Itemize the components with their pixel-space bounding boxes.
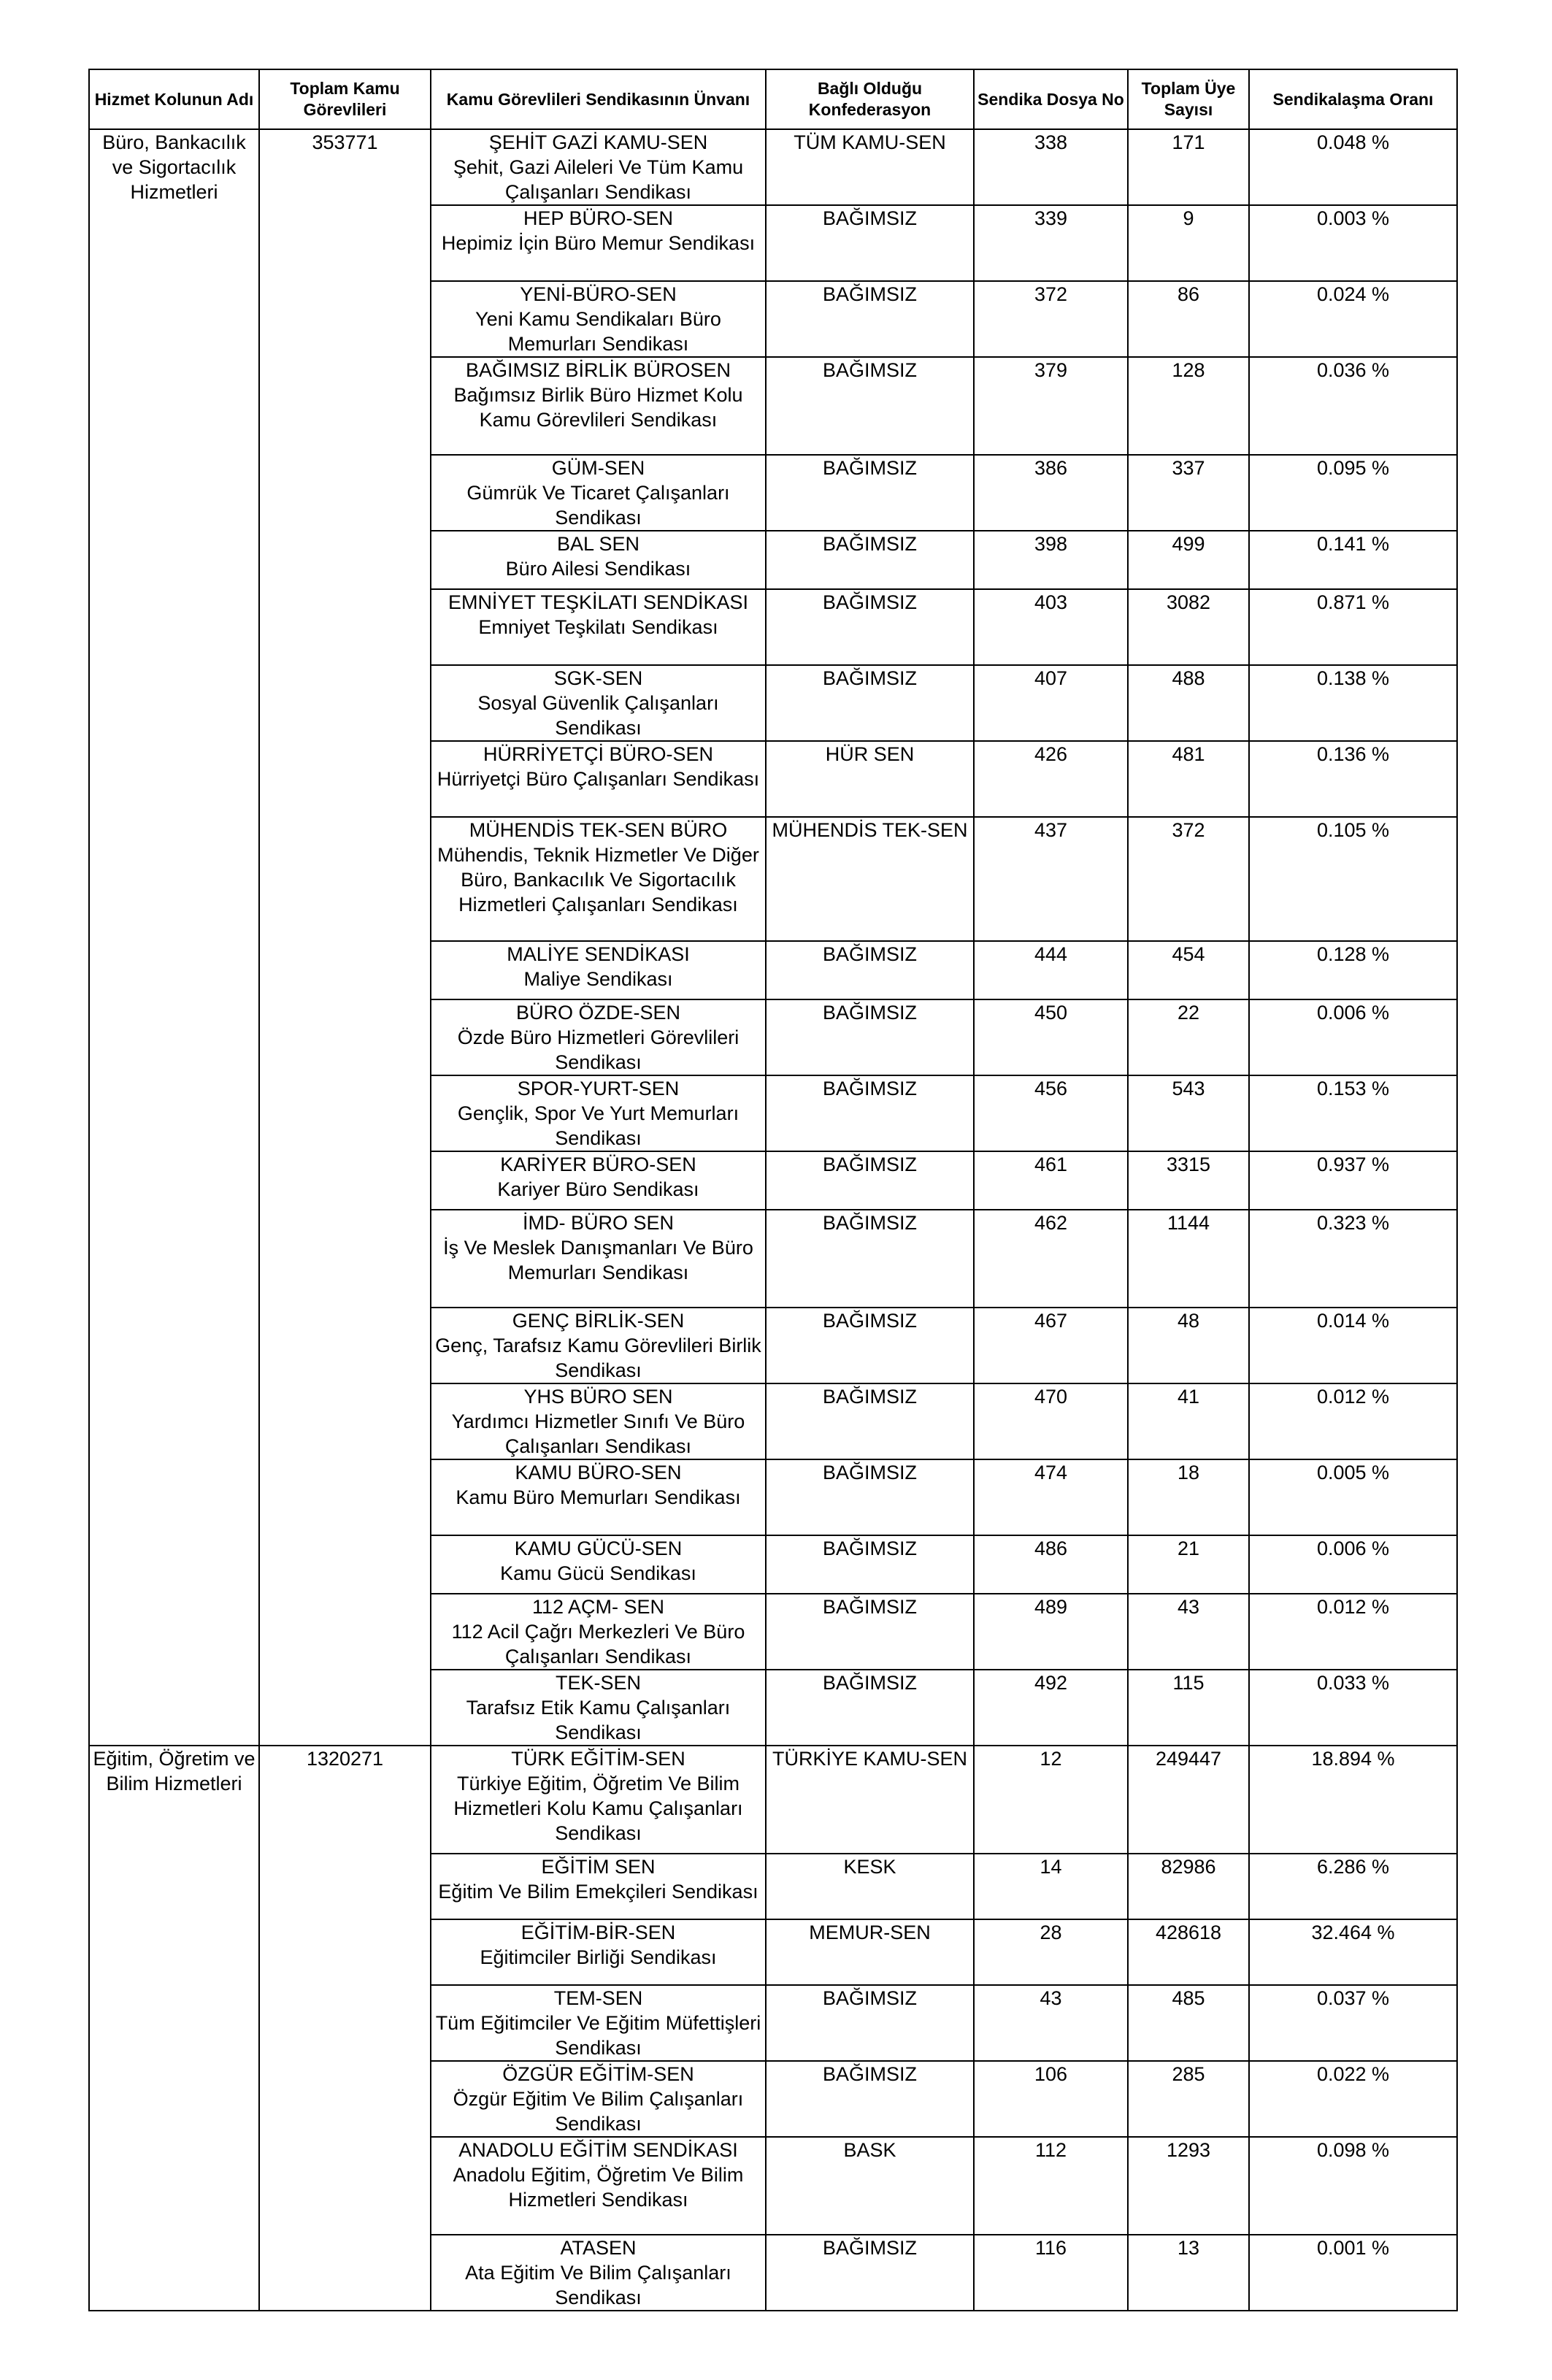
union-title-cell [431,1854,766,1919]
union-title-cell [431,2235,766,2311]
unionization-rate-cell: 0.024 % [1249,281,1457,357]
table-row [89,129,1457,205]
union-code: KAMU GÜCÜ-SEN [514,1538,683,1559]
union-title-cell [431,1985,766,2061]
member-count-cell: 481 [1128,741,1249,817]
union-statistics-table [88,69,1458,2311]
member-count-cell: 115 [1128,1670,1249,1746]
unionization-rate-cell: 0.036 % [1249,357,1457,455]
confederation-cell: BAĞIMSIZ [766,1535,974,1594]
file-no-cell: 338 [974,129,1128,205]
union-title-cell [431,357,766,455]
file-no-cell: 486 [974,1535,1128,1594]
confederation-cell: BAĞIMSIZ [766,1670,974,1746]
confederation-cell: TÜRKİYE KAMU-SEN [766,1746,974,1854]
unionization-rate-cell: 6.286 % [1249,1854,1457,1919]
confederation-cell: BAĞIMSIZ [766,2061,974,2137]
confederation-cell: BASK [766,2137,974,2235]
file-no-cell: 106 [974,2061,1128,2137]
union-title-cell [431,1075,766,1151]
unionization-rate-cell: 0.871 % [1249,589,1457,665]
file-no-cell: 403 [974,589,1128,665]
confederation-cell: MÜHENDİS TEK-SEN [766,817,974,941]
unionization-rate-cell: 0.014 % [1249,1308,1457,1383]
union-full-name: Hürriyetçi Büro Çalışanları Sendikası [437,768,760,790]
union-full-name: Gümrük Ve Ticaret Çalışanları Sendikası [466,482,730,529]
member-count-cell: 454 [1128,941,1249,999]
member-count-cell: 82986 [1128,1854,1249,1919]
unionization-rate-cell: 0.048 % [1249,129,1457,205]
union-code: KAMU BÜRO-SEN [515,1462,682,1483]
union-code: KARİYER BÜRO-SEN [500,1153,696,1175]
confederation-cell: BAĞIMSIZ [766,941,974,999]
unionization-rate-cell: 0.012 % [1249,1383,1457,1459]
file-no-cell: 462 [974,1210,1128,1308]
member-count-cell: 285 [1128,2061,1249,2137]
sector-name-cell: Büro, Bankacılık ve Sigortacılık Hizmetleri [89,129,259,1746]
union-code: SPOR-YURT-SEN [517,1078,680,1099]
member-count-cell: 337 [1128,455,1249,531]
union-full-name: Eğitim Ve Bilim Emekçileri Sendikası [438,1881,758,1903]
file-no-cell: 461 [974,1151,1128,1210]
union-title-cell [431,1746,766,1854]
union-title-cell [431,1535,766,1594]
member-count-cell: 499 [1128,531,1249,589]
union-code: İMD- BÜRO SEN [522,1212,674,1234]
file-no-cell: 339 [974,205,1128,281]
confederation-cell: BAĞIMSIZ [766,1459,974,1535]
union-code: EĞİTİM SEN [541,1856,656,1878]
member-count-cell: 543 [1128,1075,1249,1151]
file-no-cell: 437 [974,817,1128,941]
unionization-rate-cell: 0.141 % [1249,531,1457,589]
union-code: BAL SEN [556,533,640,555]
unionization-rate-cell: 32.464 % [1249,1919,1457,1985]
union-code: ANADOLU EĞİTİM SENDİKASI [458,2139,738,2161]
unionization-rate-cell: 0.033 % [1249,1670,1457,1746]
union-full-name: 112 Acil Çağrı Merkezleri Ve Büro Çalışanları Sendikası [451,1621,745,1667]
total-employees-cell: 1320271 [259,1746,431,2311]
confederation-cell: BAĞIMSIZ [766,589,974,665]
union-code: YENİ-BÜRO-SEN [520,283,677,305]
file-no-cell: 12 [974,1746,1128,1854]
union-title-cell [431,1459,766,1535]
member-count-cell: 41 [1128,1383,1249,1459]
union-code: GENÇ BİRLİK-SEN [512,1310,685,1332]
unionization-rate-cell: 0.006 % [1249,999,1457,1075]
union-code: YHS BÜRO SEN [523,1386,673,1408]
table-body [89,129,1457,2311]
unionization-rate-cell: 0.153 % [1249,1075,1457,1151]
file-no-cell: 379 [974,357,1128,455]
confederation-cell: KESK [766,1854,974,1919]
union-full-name: Emniyet Teşkilatı Sendikası [478,616,718,638]
union-title-cell [431,129,766,205]
member-count-cell: 21 [1128,1535,1249,1594]
header-member-count: Toplam Üye Sayısı [1128,69,1249,129]
file-no-cell: 489 [974,1594,1128,1670]
confederation-cell: TÜM KAMU-SEN [766,129,974,205]
file-no-cell: 426 [974,741,1128,817]
member-count-cell: 3082 [1128,589,1249,665]
table-row [89,1746,1457,1854]
union-title-cell [431,531,766,589]
file-no-cell: 450 [974,999,1128,1075]
union-full-name: Mühendis, Teknik Hizmetler Ve Diğer Büro, Bankacılık Ve Sigortacılık Hizmetleri Çalışanları Sendikası [437,844,759,915]
union-title-cell [431,999,766,1075]
member-count-cell: 488 [1128,665,1249,741]
unionization-rate-cell: 0.003 % [1249,205,1457,281]
member-count-cell: 13 [1128,2235,1249,2311]
union-full-name: Yeni Kamu Sendikaları Büro Memurları Sendikası [475,308,721,355]
union-code: SGK-SEN [553,667,643,689]
file-no-cell: 474 [974,1459,1128,1535]
union-code: TÜRK EĞİTİM-SEN [511,1748,685,1770]
file-no-cell: 43 [974,1985,1128,2061]
member-count-cell: 9 [1128,205,1249,281]
union-code: HEP BÜRO-SEN [523,207,674,229]
union-code: EĞİTİM-BİR-SEN [520,1922,676,1943]
confederation-cell: BAĞIMSIZ [766,1985,974,2061]
union-code: ÖZGÜR EĞİTİM-SEN [502,2063,694,2085]
union-full-name: Türkiye Eğitim, Öğretim Ve Bilim Hizmetleri Kolu Kamu Çalışanları Sendikası [453,1773,743,1844]
member-count-cell: 18 [1128,1459,1249,1535]
file-no-cell: 386 [974,455,1128,531]
union-code: BAĞIMSIZ BİRLİK BÜROSEN [465,359,731,381]
union-full-name: Yardımcı Hizmetler Sınıfı Ve Büro Çalışanları Sendikası [451,1410,745,1457]
file-no-cell: 372 [974,281,1128,357]
union-title-cell [431,741,766,817]
union-title-cell [431,1383,766,1459]
union-title-cell [431,2061,766,2137]
confederation-cell: BAĞIMSIZ [766,1594,974,1670]
union-code: EMNİYET TEŞKİLATI SENDİKASI [447,591,749,613]
union-full-name: İş Ve Meslek Danışmanları Ve Büro Memurları Sendikası [443,1237,753,1283]
union-full-name: Şehit, Gazi Aileleri Ve Tüm Kamu Çalışanları Sendikası [453,156,744,203]
union-full-name: Özde Büro Hizmetleri Görevlileri Sendikası [457,1026,739,1073]
union-title-cell [431,1919,766,1985]
union-code: TEM-SEN [553,1987,643,2009]
union-title-cell [431,281,766,357]
confederation-cell: BAĞIMSIZ [766,281,974,357]
union-full-name: Sosyal Güvenlik Çalışanları Sendikası [477,692,719,739]
union-code: GÜM-SEN [551,457,645,479]
union-full-name: Hepimiz İçin Büro Memur Sendikası [441,232,756,254]
header-union-title: Kamu Görevlileri Sendikasının Ünvanı [431,69,766,129]
union-title-cell [431,1210,766,1308]
unionization-rate-cell: 0.098 % [1249,2137,1457,2235]
union-title-cell [431,665,766,741]
confederation-cell: BAĞIMSIZ [766,665,974,741]
sector-name-cell: Eğitim, Öğretim ve Bilim Hizmetleri [89,1746,259,2311]
member-count-cell: 249447 [1128,1746,1249,1854]
union-code: BÜRO ÖZDE-SEN [515,1002,681,1024]
union-title-cell [431,455,766,531]
unionization-rate-cell: 0.095 % [1249,455,1457,531]
file-no-cell: 444 [974,941,1128,999]
union-title-cell [431,817,766,941]
union-full-name: Kamu Gücü Sendikası [500,1562,696,1584]
file-no-cell: 116 [974,2235,1128,2311]
confederation-cell: BAĞIMSIZ [766,205,974,281]
union-full-name: Maliye Sendikası [523,968,673,990]
unionization-rate-cell: 0.128 % [1249,941,1457,999]
union-full-name: Kamu Büro Memurları Sendikası [456,1486,741,1508]
header-file-no: Sendika Dosya No [974,69,1128,129]
union-code: MÜHENDİS TEK-SEN BÜRO [469,819,728,841]
union-code: ATASEN [560,2237,637,2259]
confederation-cell: BAĞIMSIZ [766,1383,974,1459]
union-full-name: Eğitimciler Birliği Sendikası [480,1946,717,1968]
union-code: 112 AÇM- SEN [531,1596,665,1618]
union-full-name: Gençlik, Spor Ve Yurt Memurları Sendikası [457,1102,739,1149]
union-full-name: Bağımsız Birlik Büro Hizmet Kolu Kamu Görevlileri Sendikası [453,384,743,431]
union-title-cell [431,941,766,999]
member-count-cell: 22 [1128,999,1249,1075]
union-full-name: Tarafsız Etik Kamu Çalışanları Sendikası [466,1697,731,1743]
union-full-name: Tüm Eğitimciler Ve Eğitim Müfettişleri Sendikası [435,2012,761,2059]
file-no-cell: 398 [974,531,1128,589]
member-count-cell: 1293 [1128,2137,1249,2235]
member-count-cell: 48 [1128,1308,1249,1383]
member-count-cell: 3315 [1128,1151,1249,1210]
member-count-cell: 86 [1128,281,1249,357]
unionization-rate-cell: 0.136 % [1249,741,1457,817]
file-no-cell: 14 [974,1854,1128,1919]
confederation-cell: BAĞIMSIZ [766,1210,974,1308]
unionization-rate-cell: 0.037 % [1249,1985,1457,2061]
member-count-cell: 428618 [1128,1919,1249,1985]
confederation-cell: BAĞIMSIZ [766,1151,974,1210]
unionization-rate-cell: 0.001 % [1249,2235,1457,2311]
unionization-rate-cell: 0.005 % [1249,1459,1457,1535]
union-full-name: Ata Eğitim Ve Bilim Çalışanları Sendikası [465,2262,731,2308]
union-full-name: Genç, Tarafsız Kamu Görevlileri Birlik Sendikası [435,1335,761,1381]
unionization-rate-cell: 0.138 % [1249,665,1457,741]
member-count-cell: 128 [1128,357,1249,455]
file-no-cell: 470 [974,1383,1128,1459]
unionization-rate-cell: 0.937 % [1249,1151,1457,1210]
union-title-cell [431,205,766,281]
member-count-cell: 1144 [1128,1210,1249,1308]
header-confederation: Bağlı Olduğu Konfederasyon [766,69,974,129]
confederation-cell: BAĞIMSIZ [766,999,974,1075]
file-no-cell: 467 [974,1308,1128,1383]
member-count-cell: 171 [1128,129,1249,205]
union-full-name: Özgür Eğitim Ve Bilim Çalışanları Sendikası [453,2088,744,2135]
union-title-cell [431,589,766,665]
header-unionization-rate: Sendikalaşma Oranı [1249,69,1457,129]
member-count-cell: 372 [1128,817,1249,941]
confederation-cell: BAĞIMSIZ [766,357,974,455]
member-count-cell: 43 [1128,1594,1249,1670]
union-title-cell [431,1670,766,1746]
union-code: HÜRRİYETÇİ BÜRO-SEN [483,743,714,765]
union-code: ŞEHİT GAZİ KAMU-SEN [488,131,708,153]
unionization-rate-cell: 0.012 % [1249,1594,1457,1670]
unionization-rate-cell: 0.022 % [1249,2061,1457,2137]
union-full-name: Kariyer Büro Sendikası [497,1178,699,1200]
union-full-name: Anadolu Eğitim, Öğretim Ve Bilim Hizmetleri Sendikası [453,2164,744,2211]
union-title-cell [431,1151,766,1210]
unionization-rate-cell: 18.894 % [1249,1746,1457,1854]
union-code: TEK-SEN [555,1672,642,1694]
unionization-rate-cell: 0.323 % [1249,1210,1457,1308]
union-full-name: Büro Ailesi Sendikası [505,558,691,580]
union-title-cell [431,2137,766,2235]
confederation-cell: BAĞIMSIZ [766,455,974,531]
confederation-cell: BAĞIMSIZ [766,1308,974,1383]
file-no-cell: 492 [974,1670,1128,1746]
file-no-cell: 112 [974,2137,1128,2235]
file-no-cell: 407 [974,665,1128,741]
union-title-cell [431,1308,766,1383]
confederation-cell: BAĞIMSIZ [766,1075,974,1151]
confederation-cell: MEMUR-SEN [766,1919,974,1985]
unionization-rate-cell: 0.006 % [1249,1535,1457,1594]
header-sector: Hizmet Kolunun Adı [89,69,259,129]
member-count-cell: 485 [1128,1985,1249,2061]
union-code: MALİYE SENDİKASI [507,943,690,965]
total-employees-cell: 353771 [259,129,431,1746]
unionization-rate-cell: 0.105 % [1249,817,1457,941]
file-no-cell: 456 [974,1075,1128,1151]
confederation-cell: BAĞIMSIZ [766,2235,974,2311]
union-title-cell [431,1594,766,1670]
confederation-cell: HÜR SEN [766,741,974,817]
file-no-cell: 28 [974,1919,1128,1985]
confederation-cell: BAĞIMSIZ [766,531,974,589]
header-total-employees: Toplam Kamu Görevlileri [259,69,431,129]
header-row [89,69,1457,129]
